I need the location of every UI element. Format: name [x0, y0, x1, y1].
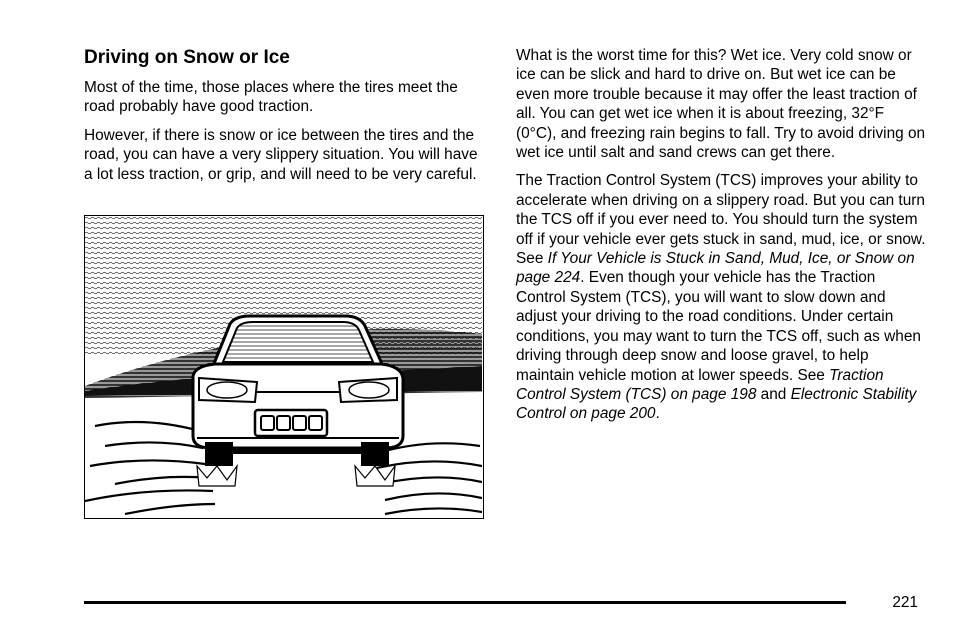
paragraph-slippery: However, if there is snow or ice between the tires and the road, you can have a very slippery situation. You will have a lot less traction, or grip, and will need to be very careful.: [84, 126, 478, 183]
car-on-snow-illustration: [84, 215, 484, 519]
link-stuck-in-sand[interactable]: If Your Vehicle is Stuck in Sand, Mud, Ice, or Snow on page 224: [516, 250, 915, 287]
link-stability-control[interactable]: Electronic Stability Control on page 200: [516, 385, 917, 423]
tcs-text-d: .: [655, 405, 660, 423]
tcs-text-b: . Even though your vehicle has the Traction Control System (TCS), you will want to slow down and adjust your driving to the road conditions. Under certain conditions, you may want to turn the TCS off, such as when driving through deep snow and loose gravel, to help maintain vehicle motion at lower speeds. See: [516, 269, 921, 384]
car-illustration-svg: [85, 216, 482, 517]
link-traction-control[interactable]: Traction Control System (TCS) on page 198: [516, 366, 884, 403]
page-number: 221: [892, 594, 918, 611]
tcs-text-a: The Traction Control System (TCS) improves your ability to accelerate when driving on a slippery road. But you can turn the TCS off if you ever need to. You should turn the system off if your vehicle ever gets stuck in sand, mud, ice, or snow. See: [516, 172, 926, 268]
paragraph-traction: Most of the time, those places where the tires meet the road probably have good traction.: [84, 79, 458, 116]
paragraph-wet-ice: What is the worst time for this? Wet ice. Very cold snow or ice can be slick and hard to drive on. But wet ice can be even more trouble because it may offer the least traction of all. You can get wet ice when it is about freezing, 32°F (0°C), and freezing rain begins to fall. Try to avoid driving on wet ice until salt and sand crews can get there.: [516, 47, 926, 162]
left-column: [84, 46, 486, 193]
footer-rule: [84, 601, 846, 604]
car-shape: [193, 316, 403, 466]
section-heading: Driving on Snow or Ice: [84, 47, 290, 68]
tcs-text-c: and: [756, 385, 791, 403]
right-column: [516, 46, 926, 433]
paragraph-tcs: [516, 171, 926, 423]
